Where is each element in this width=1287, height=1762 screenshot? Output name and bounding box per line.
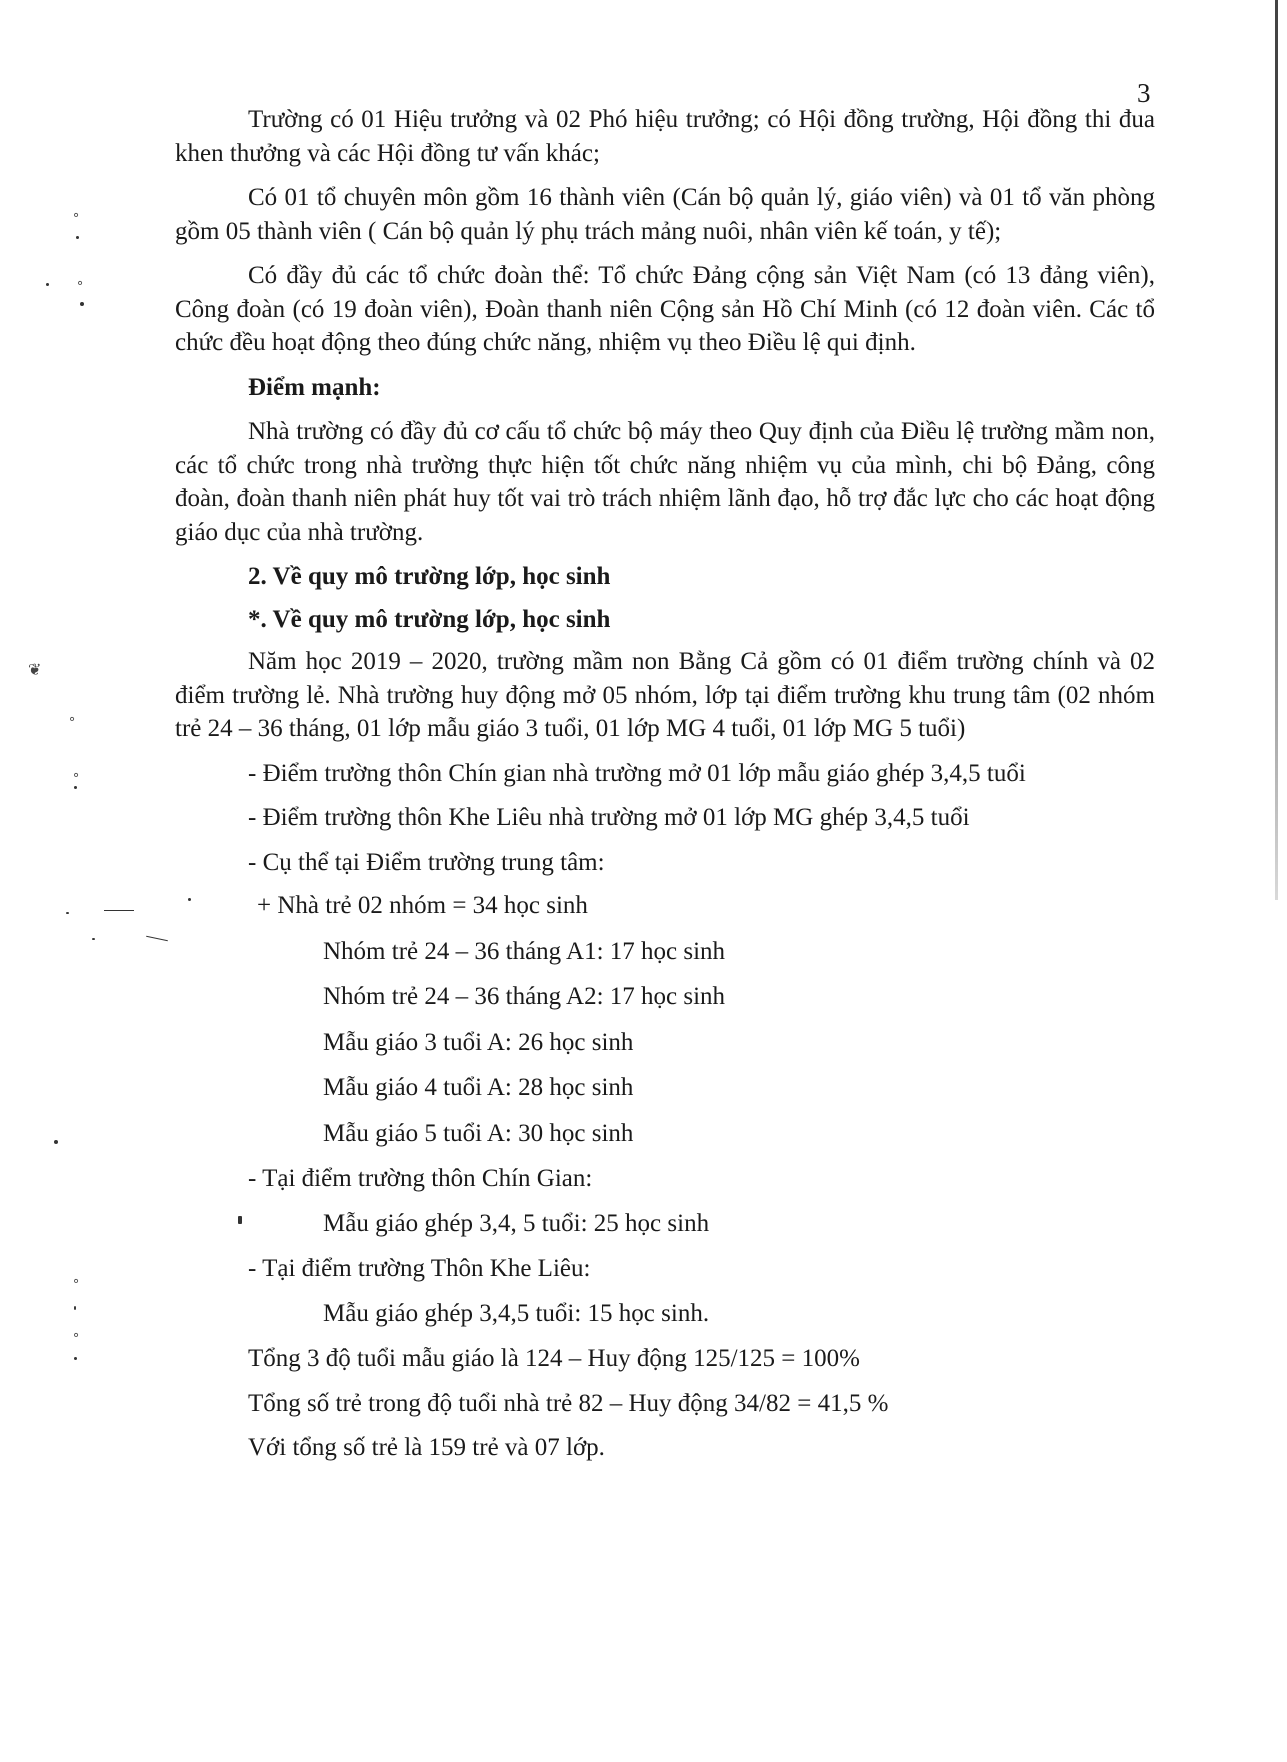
paragraph-total-children: Với tổng số trẻ là 159 trẻ và 07 lớp. (248, 1434, 605, 1461)
scan-speck: ∘ (72, 768, 81, 783)
paragraph-khe-lieu-site: - Điểm trường thôn Khe Liêu nhà trường mở 01 lớp MG ghép 3,4,5 tuổi (248, 804, 970, 831)
scan-speck: ∘ (68, 712, 77, 727)
scan-edge-shadow (1275, 0, 1278, 900)
scan-speck (76, 236, 79, 239)
list-item: Nhóm trẻ 24 – 36 tháng A2: 17 học sinh (323, 983, 726, 1010)
scan-speck (146, 936, 168, 942)
paragraph-school-year: Năm học 2019 – 2020, trường mầm non Bằng Cả gồm có 01 điểm trường chính và 02 điểm trường lẻ. Nhà trường huy động mở 05 nhóm, lớp tại điểm trường khu trung tâm (02 nhóm trẻ 24 – 36 tháng, 01 lớp mẫu giáo 3 tuổi, 01 lớp MG 4 tuổi, 01 lớp MG 5 tuổi) (175, 648, 1155, 742)
paragraph-khe-lieu-heading: - Tại điểm trường Thôn Khe Liêu: (248, 1255, 591, 1282)
list-item: Mẫu giáo ghép 3,4,5 tuổi: 15 học sinh. (323, 1299, 710, 1327)
scan-speck (66, 912, 69, 914)
subsection-heading: *. Về quy mô trường lớp, học sinh (248, 605, 611, 633)
strengths-heading: Điểm mạnh: (248, 373, 381, 401)
scan-speck (104, 910, 134, 911)
paragraph-total-kindergarten: Tổng 3 độ tuổi mẫu giáo là 124 – Huy động 125/125 = 100% (248, 1345, 860, 1372)
paragraph-strengths: Nhà trường có đầy đủ cơ cấu tổ chức bộ máy theo Quy định của Điều lệ trường mầm non, các tổ chức trong nhà trường thực hiện tốt chức năng nhiệm vụ của mình, chi bộ Đảng, công đoàn, đoàn thanh niên phát huy tốt vai trò trách nhiệm lãnh đạo, hỗ trợ đắc lực cho các hoạt động giáo dục của nhà trường. (175, 418, 1155, 546)
paragraph-organizations: Có đầy đủ các tổ chức đoàn thể: Tổ chức Đảng cộng sản Việt Nam (có 13 đảng viên), Công đoàn (có 19 đoàn viên), Đoàn thanh niên Cộng sản Hồ Chí Minh (có 12 đoàn viên. Các tổ chức đều hoạt động theo đúng chức năng, nhiệm vụ theo Điều lệ qui định. (175, 262, 1155, 356)
section-2-heading: 2. Về quy mô trường lớp, học sinh (248, 563, 611, 590)
paragraph-central-site: - Cụ thể tại Điểm trường trung tâm: (248, 848, 605, 876)
list-item: Mẫu giáo 4 tuổi A: 28 học sinh (323, 1074, 634, 1101)
scan-speck: ∘ (76, 276, 85, 291)
scan-speck: ∘ (72, 208, 81, 223)
scan-speck: ∘ (72, 1328, 81, 1343)
scan-speck (54, 1140, 58, 1144)
paragraph-leadership: Trường có 01 Hiệu trưởng và 02 Phó hiệu trưởng; có Hội đồng trường, Hội đồng thi đua khen thưởng và các Hội đồng tư vấn khác; (175, 106, 1155, 167)
scan-speck: ∘ (72, 1274, 81, 1289)
paragraph-chin-gian-heading: - Tại điểm trường thôn Chín Gian: (248, 1165, 593, 1192)
scan-speck (46, 283, 49, 286)
list-item: Mẫu giáo ghép 3,4, 5 tuổi: 25 học sinh (323, 1209, 710, 1237)
paragraph-nursery-total: + Nhà trẻ 02 nhóm = 34 học sinh (257, 892, 588, 919)
scan-speck (74, 1357, 77, 1360)
page-number: 3 (1137, 78, 1151, 108)
scan-speck (80, 302, 84, 306)
paragraph-total-nursery: Tổng số trẻ trong độ tuổi nhà trẻ 82 – Huy động 34/82 = 41,5 % (248, 1389, 889, 1417)
scan-speck (74, 786, 77, 789)
scan-speck (74, 1306, 76, 1310)
list-item: Mẫu giáo 5 tuổi A: 30 học sinh (323, 1119, 634, 1147)
scan-speck: ❦ (28, 660, 42, 679)
paragraph-chin-gian-site: - Điểm trường thôn Chín gian nhà trường mở 01 lớp mẫu giáo ghép 3,4,5 tuổi (248, 759, 1026, 787)
list-item: Nhóm trẻ 24 – 36 tháng A1: 17 học sinh (323, 937, 726, 965)
document-body (175, 103, 1155, 1476)
paragraph-teams: Có 01 tổ chuyên môn gồm 16 thành viên (Cán bộ quản lý, giáo viên) và 01 tổ văn phòng gồm 05 thành viên ( Cán bộ quản lý phụ trách mảng nuôi, nhân viên kế toán, y tế); (175, 184, 1155, 245)
scan-speck (92, 938, 95, 940)
list-item: Mẫu giáo 3 tuổi A: 26 học sinh (323, 1028, 634, 1056)
